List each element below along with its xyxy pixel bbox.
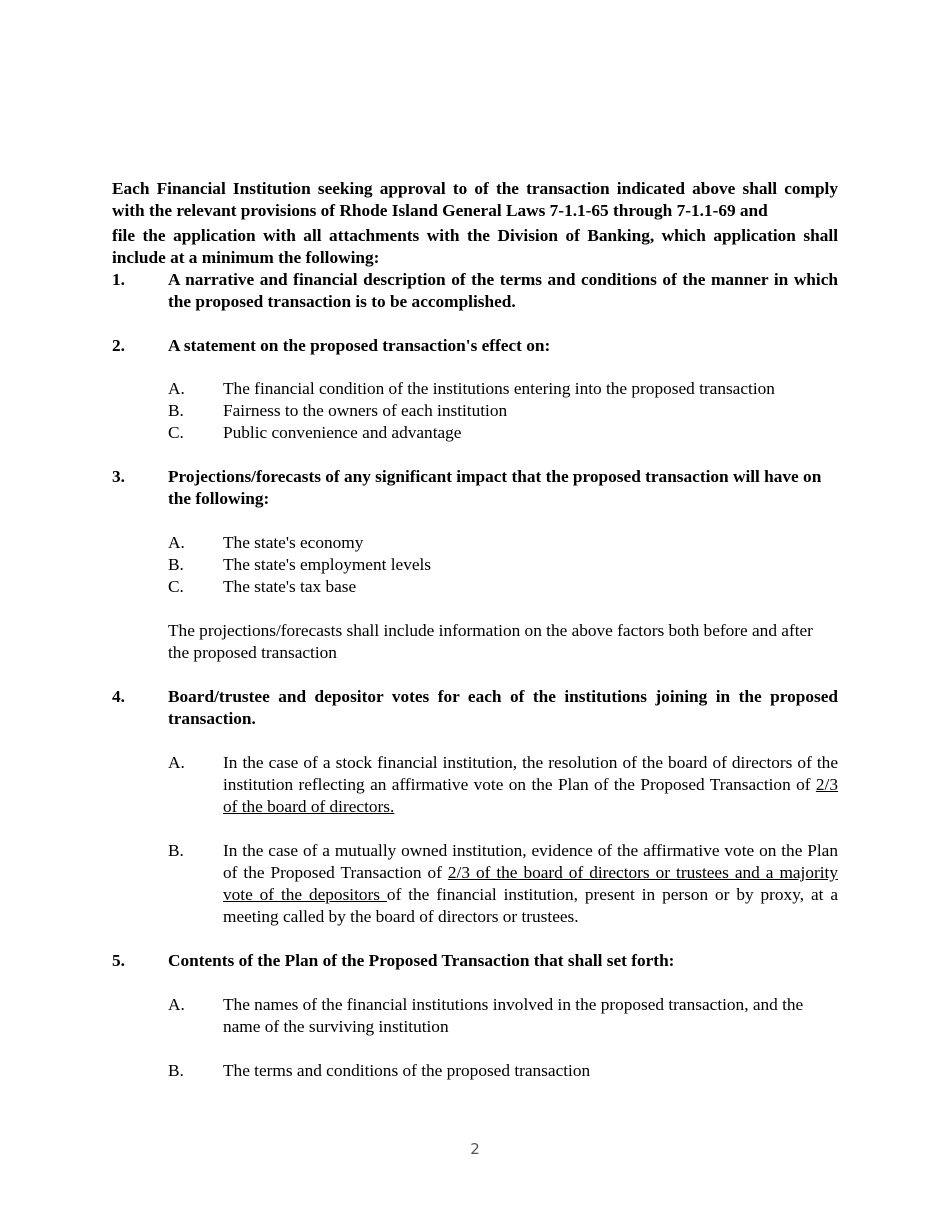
sub-item-text-start: In the case of a stock financial institution, the resolution of the board of directors of the institution reflecting an affirmative vote on the Plan of the Proposed Transaction of bbox=[223, 753, 838, 794]
sub-item-3a bbox=[168, 532, 838, 554]
page-number: 2 bbox=[470, 1140, 480, 1158]
sub-item-letter: A. bbox=[168, 379, 185, 398]
sub-item-text-end: of the financial institution, present in person or by proxy, at a meeting called by the board of directors or trustees. bbox=[223, 885, 838, 926]
item-number: 5. bbox=[112, 951, 125, 970]
item-heading: Projections/forecasts of any significant impact that the proposed transaction will have on the following: bbox=[168, 467, 822, 508]
sub-item-letter: C. bbox=[168, 423, 184, 442]
item-heading: Board/trustee and depositor votes for each of the institutions joining in the proposed transaction. bbox=[168, 687, 838, 728]
sub-item-2c bbox=[168, 422, 838, 444]
sub-item-letter: A. bbox=[168, 995, 185, 1014]
sub-item-text-start: In the case of a mutually owned institution, evidence of the affirmative vote on the Plan of the Proposed Transaction of bbox=[223, 841, 838, 882]
sub-item-text: Fairness to the owners of each institution bbox=[223, 401, 508, 420]
sub-item-text: The names of the financial institutions involved in the proposed transaction, and the name of the surviving institution bbox=[223, 995, 804, 1036]
sub-item-letter: A. bbox=[168, 753, 185, 772]
item-heading: Contents of the Plan of the Proposed Transaction that shall set forth: bbox=[168, 951, 675, 970]
sub-item-text: The state's economy bbox=[223, 533, 364, 552]
intro-paragraph-2: file the application with all attachments with the Division of Banking, which application shall include at a minimum the following: bbox=[112, 226, 838, 267]
sub-item-text: The terms and conditions of the proposed transaction bbox=[223, 1061, 591, 1080]
item-number: 2. bbox=[112, 336, 125, 355]
sub-item-text bbox=[223, 752, 838, 818]
sub-item-letter: B. bbox=[168, 555, 184, 574]
sub-item-4b bbox=[168, 840, 838, 928]
sub-item-text: Public convenience and advantage bbox=[223, 423, 462, 442]
list-item-2 bbox=[112, 335, 838, 357]
sub-item-letter: B. bbox=[168, 841, 184, 860]
document-page bbox=[112, 178, 838, 1082]
sub-item-5a bbox=[168, 994, 838, 1038]
item-number: 1. bbox=[112, 270, 125, 289]
sub-item-2b bbox=[168, 400, 838, 422]
sub-item-text: The financial condition of the institutions entering into the proposed transaction bbox=[223, 379, 775, 398]
sub-item-5b bbox=[168, 1060, 838, 1082]
list-item-1 bbox=[112, 269, 838, 313]
sub-item-letter: A. bbox=[168, 533, 185, 552]
sub-item-text: The state's tax base bbox=[223, 577, 357, 596]
sub-item-text bbox=[223, 840, 838, 928]
underlined-text: 2/3 of the board of directors or trustees and a majority vote of the depositors bbox=[223, 863, 838, 904]
projections-note: The projections/forecasts shall include information on the above factors both before and after the proposed transaction bbox=[168, 621, 813, 662]
sub-item-letter: B. bbox=[168, 1061, 184, 1080]
underlined-text: 2/3 of the board of directors. bbox=[223, 775, 838, 816]
list-item-4 bbox=[112, 686, 838, 730]
sub-item-4a bbox=[168, 752, 838, 818]
item-heading: A statement on the proposed transaction's effect on: bbox=[168, 336, 551, 355]
sub-item-text: The state's employment levels bbox=[223, 555, 432, 574]
sub-item-2a bbox=[168, 378, 838, 400]
sub-item-letter: B. bbox=[168, 401, 184, 420]
sub-item-3c bbox=[168, 576, 838, 598]
list-item-5 bbox=[112, 950, 838, 972]
item-number: 4. bbox=[112, 687, 125, 706]
sub-item-3b bbox=[168, 554, 838, 576]
intro-paragraph-1: Each Financial Institution seeking approval to of the transaction indicated above shall comply with the relevant provisions of Rhode Island General Laws 7-1.1-65 through 7-1.1-69 and bbox=[112, 179, 838, 220]
item-number: 3. bbox=[112, 467, 125, 486]
item-heading: A narrative and financial description of the terms and conditions of the manner in which the proposed transaction is to be accomplished. bbox=[168, 270, 838, 311]
sub-item-letter: C. bbox=[168, 577, 184, 596]
list-item-3 bbox=[112, 466, 838, 510]
